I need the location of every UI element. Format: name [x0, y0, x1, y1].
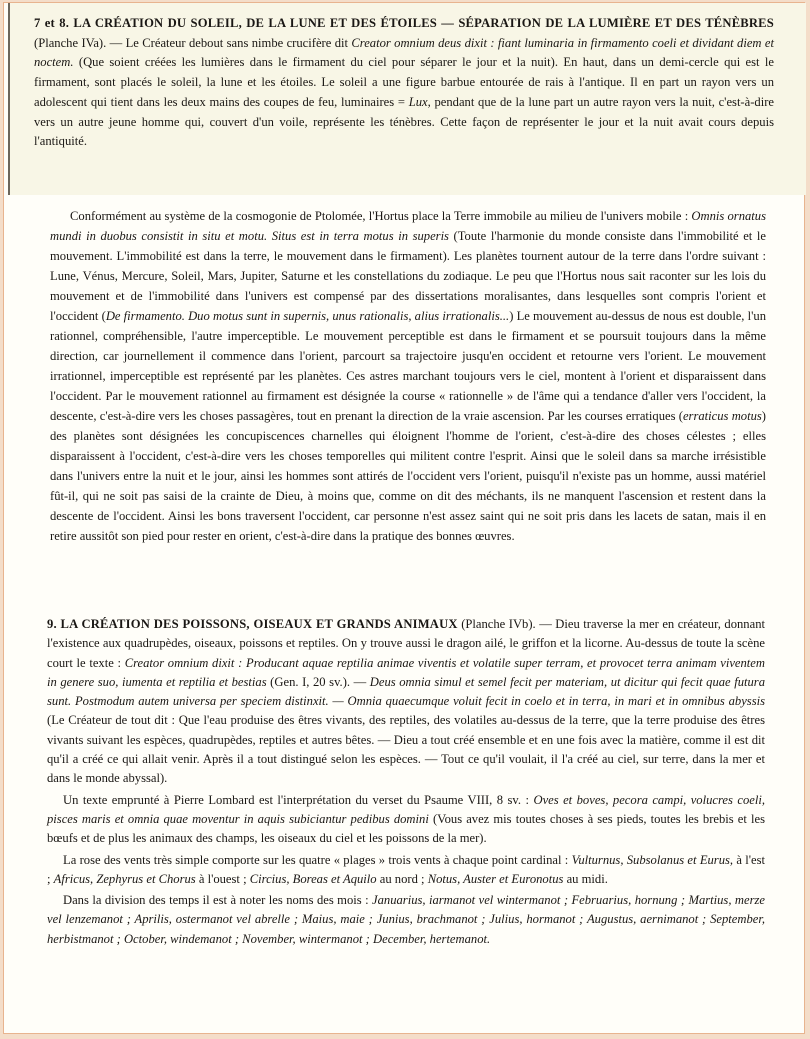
wind-names-west: Africus, Zephyrus et Chorus [53, 871, 196, 886]
wind-names-south: Notus, Auster et Euronotus [427, 871, 564, 886]
latin-quote: Creator omnium dixit : Producant aquae reptilia animae viventis et volatile super terram, et provocet terra animam viventem in genere suo, iumenta et reptilia et bestias [47, 655, 765, 689]
paragraph-pierre-lombard [47, 791, 765, 849]
body-text: (Le Créateur de tout dit : Que l'eau produise des êtres vivants, des reptiles, des volatiles au-dessus de la terre, que la terre produise des êtres vivants suivant les espèces, quadrupèdes, reptiles et autres bêtes. — Dieu a tout créé ensemble et en une fois avec la matière, comme il est dit qu'il a créé ce qui allait venir. Après il a tout distingué selon les espèces. — Tout ce qu'il voulait, il l'a créé au ciel, sur terre, dans la mer et dans le monde abyssal). [47, 713, 765, 786]
latin-quote: Creator omnium deus dixit : fiant luminaria in firmamento coeli et dividant diem et noctem. [34, 35, 774, 70]
month-names: Januarius, iarmanot vel wintermanot ; Februarius, hornung ; Martius, merze vel lenzemanot ; Aprilis, ostermanot vel abrelle ; Maius, maie ; Junius, brachmanot ; Julius, hormanot ; Augustus, aernimanot ; September, herbistmanot ; October, windemanot ; November, wintermanot ; December, hertemanot. [47, 893, 765, 946]
body-text: au nord ; [376, 871, 428, 886]
body-text: à l'ouest ; [195, 871, 250, 886]
body-text: (Planche IVb). — Dieu traverse la mer en créateur, donnant l'existence aux quadrupèdes, oiseaux, poissons et reptiles. On y trouve aussi le dragon ailé, le griffon et la licorne. Au-dessus de toute la scène court le texte : [47, 617, 765, 670]
section-cosmogony [50, 206, 766, 546]
wind-names-north: Circius, Boreas et Aquilo [249, 871, 377, 886]
body-text: ) des planètes sont désignées les concupiscences charnelles qui éloignent l'homme de l'orient, c'est-à-dire des choses célestes ; elles disparaissent à l'occident, c'est-à-dire vers les choses temporelles qui militent contre l'esprit. Ainsi que le soleil dans sa marche irrésistible dans l'univers entre la nuit et le jour, ainsi les hommes sont attirés de l'occident vers l'orient, puisqu'il n'existe pas un homme, aussi matériel fût-il, qui ne soit pas saisi de la crainte de Dieu, à moins que, comme on dit des méchants, ils ne manquent l'ascension et restent dans la descente de l'occident. Ainsi les bons traversent l'occident, car personne n'est assez saint qui ne soit pris dans les lacets de satan, mais il en retire aussitôt son pied pour rester en orient, c'est-à-dire dans la pratique des bonnes œuvres. [50, 409, 766, 543]
body-text: (Que soient créées les lumières dans le firmament du ciel pour séparer le jour et la nuit). En haut, dans un demi-cercle qui est le firmament, sont placés le soleil, la lune et les étoiles. Le soleil a une figure barbue entourée de rais à l'antique. Il en part un rayon vers un adolescent qui tient dans les deux mains des coupes de feu, luminaires = [34, 55, 774, 109]
section-fish-birds-animals [47, 615, 765, 949]
paragraph-creation-sun-moon [34, 14, 774, 152]
body-text: La rose des vents très simple comporte sur les quatre « plages » trois vents à chaque point cardinal : [63, 852, 572, 867]
latin-quote: De firmamento. Duo motus sunt in supernis, unus rationalis, alius irrationalis... [105, 309, 510, 323]
paragraph-creation-animals [47, 615, 765, 789]
paragraph-month-names [47, 891, 765, 949]
body-text: (Toute l'harmonie du monde consiste dans l'immobilité et le mouvement. L'immobilité est dans la terre, le mouvement dans le firmament). Les planètes tournent autour de la terre dans l'ordre suivant : Lune, Vénus, Mercure, Soleil, Mars, Jupiter, Saturne et les constellations du zodiaque. Le peu que l'Hortus nous sait raconter sur les lois du mouvement et de l'immobilité dans l'univers est compensé par des dissertations moralisantes, dans lesquelles sont compris l'orient et l'occident ( [50, 229, 766, 323]
paragraph-wind-rose [47, 851, 765, 890]
plate-reference: (Planche IVa). — Le Créateur debout sans nimbe crucifère dit [34, 35, 352, 50]
section-heading: 7 et 8. LA CRÉATION DU SOLEIL, DE LA LUNE ET DES ÉTOILES — SÉPARATION DE LA LUMIÈRE ET DES TÉNÈBRES [34, 16, 774, 30]
body-text: Un texte emprunté à Pierre Lombard est l'interprétation du verset du Psaume VIII, 8 sv. : [63, 792, 534, 807]
section-sun-moon-stars [34, 14, 774, 152]
body-text: Conformément au système de la cosmogonie de Ptolomée, l'Hortus place la Terre immobile au milieu de l'univers mobile : [70, 209, 692, 223]
latin-quote: Deus omnia simul et semel fecit per materiam, ut dicitur qui fecit quae futura sunt. Postmodum autem universa per speciem distinxit. — Omnia quaecumque voluit fecit in coelo et in terra, in mari et in omnibus abyssis [47, 674, 765, 709]
section-heading: 9. LA CRÉATION DES POISSONS, OISEAUX ET GRANDS ANIMAUX [47, 617, 458, 631]
body-text: (Gen. I, 20 sv.). — [266, 674, 370, 689]
body-text: au midi. [563, 871, 608, 886]
body-text: à l'est ; [47, 852, 765, 886]
body-text: pendant que de la lune part un autre rayon vers la nuit, c'est-à-dire vers un autre jeune homme qui, couvert d'un voile, représente les ténèbres. Cette façon de représenter le jour et la nuit avait cours depuis l'antiquité. [34, 94, 774, 149]
wind-names-east: Vulturnus, Subsolanus et Eurus, [571, 852, 734, 867]
body-text: (Vous avez mis toutes choses à ses pieds, toutes les brebis et les bœufs et de plus les animaux des champs, les oiseaux du ciel et les poissons de la mer). [47, 811, 765, 846]
latin-quote: Omnis ornatus mundi in duobus consistit in situ et motu. Situs est in terra motus in superis [50, 209, 766, 243]
body-text: ) Le mouvement au-dessus de nous est double, l'un rationnel, compréhensible, l'autre imperceptible. Le mouvement perceptible est dans le firmament et se poursuit toujours dans la même direction, car journellement il commence dans l'orient, parcourt sa trajectoire jusqu'en occident et retourne vers l'orient. Le mouvement irrationnel, imperceptible est représenté par les planètes. Ces astres marchant toujours vers le ciel, montent à l'orient et disparaissent dans l'occident. Par le mouvement rationnel au firmament est désignée la course « rationnelle » de l'âme qui a tendance d'aller vers l'occident, la descente, c'est-à-dire vers les choses passagères, tout en prenant la direction de la vraie ascension. Par les courses erratiques ( [50, 309, 766, 423]
latin-quote: Oves et boves, pecora campi, volucres coeli, pisces maris et omnia quae moventur in aquis subiciantur pedibus domini [47, 792, 765, 826]
paragraph-cosmogony [50, 206, 766, 546]
body-text: Dans la division des temps il est à noter les noms des mois : [63, 893, 373, 908]
latin-term: erraticus motus [682, 409, 762, 423]
latin-word: Lux, [408, 94, 431, 109]
